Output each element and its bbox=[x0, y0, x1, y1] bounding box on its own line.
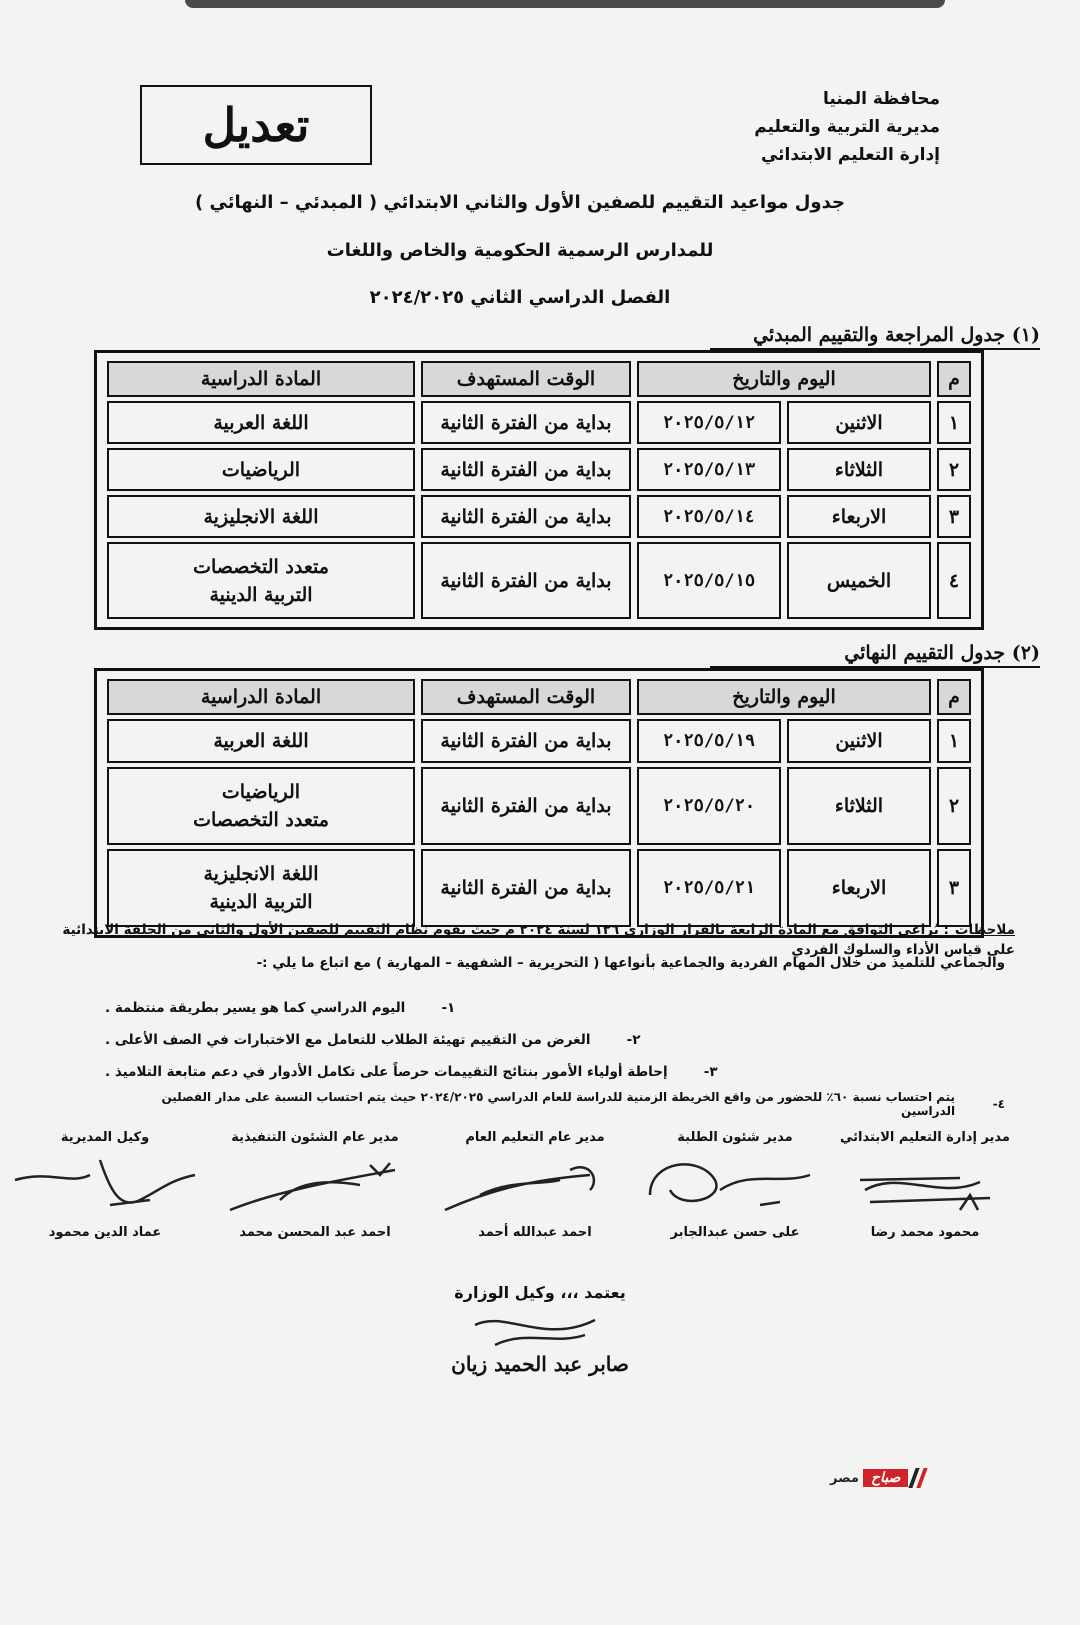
final-assessment-table bbox=[94, 668, 984, 938]
signature-scribble bbox=[640, 1150, 830, 1225]
logo-country: مصر bbox=[830, 1470, 859, 1486]
list-item-text: يتم احتساب نسبة ٦٠٪ للحضور من واقع الخريطة الزمنية للدراسة للعام الدراسي ٢٠٢٤/٢٠٢٥ حيث يتم احتساب النسبة على مدار الفصلين الدراسين bbox=[161, 1090, 956, 1118]
row-time: بداية من الفترة الثانية bbox=[421, 849, 631, 927]
signature-name: عماد الدين محمود bbox=[48, 1225, 162, 1240]
row-num: ٤ bbox=[937, 542, 971, 619]
list-item bbox=[105, 1088, 1005, 1120]
header-time: الوقت المستهدف bbox=[421, 679, 631, 715]
header-day-date: اليوم والتاريخ bbox=[637, 679, 931, 715]
section1-title: (١) جدول المراجعة والتقييم المبدئي bbox=[710, 324, 1040, 350]
row-subject bbox=[107, 542, 415, 619]
signature-role: مدير شئون الطلبة bbox=[677, 1130, 793, 1145]
signature-name: محمود محمد رضا bbox=[870, 1225, 980, 1240]
row-day: الخميس bbox=[787, 542, 931, 619]
row-time: بداية من الفترة الثانية bbox=[421, 495, 631, 538]
header-subject: المادة الدراسية bbox=[107, 679, 415, 715]
list-item-num: ١- bbox=[441, 1000, 456, 1016]
section2-title: (٢) جدول التقييم النهائي bbox=[710, 642, 1040, 668]
table-row bbox=[107, 448, 971, 491]
row-date: ٢٠٢٥/٥/١٤ bbox=[637, 495, 781, 538]
notes-text: : يُراعى التوافق مع المادة الرابعة بالقرار الوزاري ١٢٦ لسنة ٢٠٢٤ م حيث يقوم نظام التقييم للصفين الأول والثاني من الحلقة الابتدائية على قياس الأداء والسلوك الفردي bbox=[62, 922, 1015, 958]
row-time: بداية من الفترة الثانية bbox=[421, 542, 631, 619]
signature-role: مدير عام التعليم العام bbox=[465, 1130, 605, 1145]
row-time: بداية من الفترة الثانية bbox=[421, 719, 631, 763]
amendment-stamp: تعديل bbox=[140, 85, 372, 165]
row-time: بداية من الفترة الثانية bbox=[421, 448, 631, 491]
list-item-text: الغرض من التقييم تهيئة الطلاب للتعامل مع الاختبارات في الصف الأعلى . bbox=[105, 1032, 591, 1048]
table-row bbox=[107, 767, 971, 845]
signature-role: مدير عام الشئون التنفيذية bbox=[231, 1130, 399, 1145]
subject-text: اللغة العربية bbox=[213, 730, 309, 753]
watermark-logo bbox=[830, 1467, 924, 1489]
header-num: م bbox=[937, 361, 971, 397]
directorate: مديرية التربية والتعليم bbox=[754, 117, 940, 137]
schools-title: للمدارس الرسمية الحكومية والخاص واللغات bbox=[326, 240, 714, 261]
header-num: م bbox=[937, 679, 971, 715]
list-item-num: ٤- bbox=[992, 1097, 1005, 1111]
subject-text: متعدد التخصصات bbox=[193, 555, 329, 578]
row-num: ١ bbox=[937, 401, 971, 444]
signature-name: احمد عبد المحسن محمد bbox=[239, 1225, 391, 1240]
subject-text: اللغة الانجليزية bbox=[203, 863, 319, 886]
table-header-row bbox=[107, 679, 971, 715]
row-day: الاربعاء bbox=[787, 849, 931, 927]
row-date: ٢٠٢٥/٥/١٥ bbox=[637, 542, 781, 619]
row-date: ٢٠٢٥/٥/١٩ bbox=[637, 719, 781, 763]
notes-line-1 bbox=[40, 920, 1015, 960]
row-day: الثلاثاء bbox=[787, 448, 931, 491]
row-subject bbox=[107, 448, 415, 491]
notes-label: ملاحظات bbox=[954, 922, 1015, 938]
subject-text: اللغة الانجليزية bbox=[203, 505, 319, 528]
administration: إدارة التعليم الابتدائي bbox=[760, 145, 940, 165]
table-row bbox=[107, 849, 971, 927]
signature-name: على حسن عبدالجابر bbox=[670, 1225, 800, 1240]
header-day-date: اليوم والتاريخ bbox=[637, 361, 931, 397]
subject-text-2: التربية الدينية bbox=[209, 583, 313, 606]
subject-text-2: التربية الدينية bbox=[209, 891, 313, 914]
row-day: الاثنين bbox=[787, 719, 931, 763]
table-row bbox=[107, 542, 971, 619]
row-date: ٢٠٢٥/٥/١٢ bbox=[637, 401, 781, 444]
header-subject: المادة الدراسية bbox=[107, 361, 415, 397]
signature-name: احمد عبدالله أحمد bbox=[478, 1225, 592, 1240]
logo-brand: صباح bbox=[863, 1469, 908, 1487]
row-date: ٢٠٢٥/٥/٢٠ bbox=[637, 767, 781, 845]
signature-block bbox=[830, 1130, 1020, 1245]
subject-text: اللغة العربية bbox=[213, 411, 309, 434]
list-item bbox=[105, 1024, 1005, 1056]
subject-text: الرياضيات bbox=[221, 458, 301, 481]
list-item bbox=[105, 1056, 1005, 1088]
signature-block bbox=[440, 1130, 630, 1245]
signature-scribble bbox=[830, 1150, 1020, 1225]
row-date: ٢٠٢٥/٥/٢١ bbox=[637, 849, 781, 927]
approval-block bbox=[410, 1283, 670, 1376]
row-time: بداية من الفترة الثانية bbox=[421, 401, 631, 444]
table-header-row bbox=[107, 361, 971, 397]
row-num: ٢ bbox=[937, 448, 971, 491]
row-num: ٢ bbox=[937, 767, 971, 845]
list-item-text: اليوم الدراسي كما هو يسير بطريقة منتظمة . bbox=[105, 1000, 406, 1016]
notes-line-2: والجماعي للتلميذ من خلال المهام الفردية والجماعية بأنواعها ( التحريرية – الشفهية – المهارية ) مع اتباع ما يلي :- bbox=[256, 955, 1005, 971]
row-num: ٣ bbox=[937, 495, 971, 538]
row-time: بداية من الفترة الثانية bbox=[421, 767, 631, 845]
approval-role: يعتمد ،،، وكيل الوزارة bbox=[454, 1283, 626, 1302]
approval-name: صابر عبد الحميد زيان bbox=[451, 1352, 629, 1376]
row-subject bbox=[107, 495, 415, 538]
table-row bbox=[107, 719, 971, 763]
table-row bbox=[107, 495, 971, 538]
row-subject bbox=[107, 719, 415, 763]
signature-role: وكيل المديرية bbox=[60, 1130, 150, 1145]
row-day: الاربعاء bbox=[787, 495, 931, 538]
row-num: ٣ bbox=[937, 849, 971, 927]
header-block bbox=[700, 85, 940, 169]
list-item-text: إحاطة أولياء الأمور بنتائج التقييمات حرصاً على تكامل الأدوار في دعم متابعة التلاميذ . bbox=[105, 1064, 668, 1080]
row-num: ١ bbox=[937, 719, 971, 763]
subject-text-2: متعدد التخصصات bbox=[193, 809, 329, 832]
signature-scribble bbox=[220, 1150, 410, 1225]
list-item-num: ٣- bbox=[703, 1064, 718, 1080]
header-time: الوقت المستهدف bbox=[421, 361, 631, 397]
approval-signature bbox=[465, 1305, 605, 1355]
subject-text: الرياضيات bbox=[221, 781, 301, 804]
table-row bbox=[107, 401, 971, 444]
row-day: الثلاثاء bbox=[787, 767, 931, 845]
row-date: ٢٠٢٥/٥/١٣ bbox=[637, 448, 781, 491]
main-title: جدول مواعيد التقييم للصفين الأول والثاني الابتدائي ( المبدئي – النهائي ) bbox=[195, 192, 845, 213]
list-item-num: ٢- bbox=[626, 1032, 641, 1048]
row-subject bbox=[107, 767, 415, 845]
notes-list bbox=[105, 992, 1005, 1120]
signature-block bbox=[10, 1130, 200, 1245]
signature-scribble bbox=[440, 1150, 630, 1225]
signature-scribble bbox=[10, 1150, 200, 1225]
list-item bbox=[105, 992, 1005, 1024]
signature-role: مدير إدارة التعليم الابتدائي bbox=[840, 1130, 1010, 1145]
term-title: الفصل الدراسي الثاني ٢٠٢٤/٢٠٢٥ bbox=[369, 287, 671, 308]
row-subject bbox=[107, 401, 415, 444]
signature-block bbox=[220, 1130, 410, 1245]
governorate: محافظة المنيا bbox=[823, 89, 940, 109]
initial-assessment-table bbox=[94, 350, 984, 630]
page-edge-shadow bbox=[185, 0, 945, 8]
signature-block bbox=[640, 1130, 830, 1245]
row-subject bbox=[107, 849, 415, 927]
row-day: الاثنين bbox=[787, 401, 931, 444]
